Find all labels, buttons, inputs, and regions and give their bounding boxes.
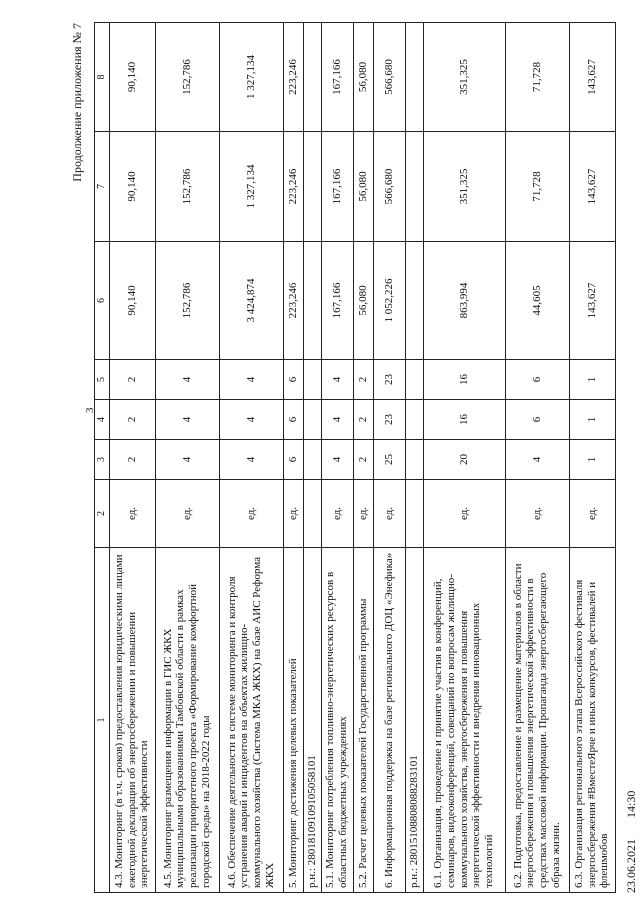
table-row: [321, 23, 353, 893]
value-cell: 71,728: [505, 23, 569, 132]
row-name: 5. Мониторинг достижения целевых показателей: [283, 548, 303, 893]
table-row: [353, 23, 373, 893]
value-cell: 6: [283, 360, 303, 400]
value-cell: 6: [283, 440, 303, 480]
row-name: 5.1. Мониторинг потребления топливно-энергетических ресурсов в областных бюджетных учреждениях: [321, 548, 353, 893]
table-row: [219, 23, 283, 893]
value-cell: [405, 360, 423, 400]
value-cell: 4: [321, 400, 353, 440]
row-name: 6.2. Подготовка, предоставление и размещение материалов в области энергосбережения и повышения энергетической эффективности в средствах массовой информации. Пропаганда энергосберегающего образа жизни.: [505, 548, 569, 893]
unit-cell: ед.: [219, 480, 283, 548]
unit-cell: [303, 480, 321, 548]
value-cell: 56,080: [353, 242, 373, 360]
value-cell: 1: [569, 440, 615, 480]
unit-cell: ед.: [423, 480, 505, 548]
row-name: 6. Информационная поддержка на базе регионального ДОЦ «Энефика»: [373, 548, 405, 893]
value-cell: [303, 242, 321, 360]
unit-cell: [405, 480, 423, 548]
value-cell: [303, 360, 321, 400]
value-cell: 223,246: [283, 242, 303, 360]
account-number: р.н.: 28018109109105058101: [303, 548, 321, 893]
column-header: 1: [95, 548, 110, 893]
value-cell: 223,246: [283, 132, 303, 242]
row-name: 6.3. Организация регионального этапа Всероссийского фестиваля энергосбережения #ВместеЯрче и иных конкурсов, фестивалей и флешмобов: [569, 548, 615, 893]
value-cell: 152,786: [155, 23, 219, 132]
table-row: [423, 23, 505, 893]
unit-cell: ед.: [321, 480, 353, 548]
value-cell: 2: [353, 400, 373, 440]
unit-cell: ед.: [505, 480, 569, 548]
data-table: [94, 22, 616, 893]
value-cell: 90,140: [109, 23, 155, 132]
value-cell: 167,166: [321, 23, 353, 132]
value-cell: [405, 242, 423, 360]
unit-cell: ед.: [155, 480, 219, 548]
column-header: 4: [95, 400, 110, 440]
value-cell: 566,680: [373, 23, 405, 132]
value-cell: 1: [569, 360, 615, 400]
unit-cell: ед.: [109, 480, 155, 548]
value-cell: 56,080: [353, 132, 373, 242]
table-row: [155, 23, 219, 893]
value-cell: 90,140: [109, 242, 155, 360]
value-cell: 20: [423, 440, 505, 480]
value-cell: 6: [505, 400, 569, 440]
value-cell: 16: [423, 360, 505, 400]
value-cell: [405, 440, 423, 480]
unit-cell: ед.: [373, 480, 405, 548]
column-number-row: [95, 23, 110, 893]
value-cell: 223,246: [283, 23, 303, 132]
appendix-continuation-note: Продолжение приложения № 7: [70, 23, 84, 182]
value-cell: 4: [155, 440, 219, 480]
print-timestamp: [624, 773, 639, 893]
print-date: 23.06.2021: [624, 839, 638, 893]
unit-cell: ед.: [353, 480, 373, 548]
value-cell: 6: [505, 360, 569, 400]
page-number: 3: [84, 407, 96, 413]
unit-cell: ед.: [569, 480, 615, 548]
value-cell: 3 424,874: [219, 242, 283, 360]
value-cell: 4: [219, 440, 283, 480]
value-cell: 23: [373, 360, 405, 400]
column-header: 2: [95, 480, 110, 548]
value-cell: 143,627: [569, 132, 615, 242]
row-name: 4.5. Мониторинг размещения информации в ГИС ЖКХ муниципальными образованиями Тамбовской области в рамках реализации приоритетного проекта «Формирование комфортной городской среды» на 2018-2022 годы: [155, 548, 219, 893]
value-cell: [303, 440, 321, 480]
value-cell: 1 052,226: [373, 242, 405, 360]
value-cell: 2: [109, 360, 155, 400]
value-cell: 4: [155, 360, 219, 400]
value-cell: 167,166: [321, 132, 353, 242]
row-name: 4.6. Обеспечение деятельности в системе мониторинга и контроля устранения аварий и инцидентов на объектах жилищно-коммунального хозяйства (Система МКА ЖКХ) на базе АИС Реформа ЖКХ: [219, 548, 283, 893]
value-cell: 71,728: [505, 132, 569, 242]
value-cell: [405, 400, 423, 440]
table-row: [373, 23, 405, 893]
value-cell: 4: [219, 360, 283, 400]
column-header: 3: [95, 440, 110, 480]
value-cell: 2: [353, 440, 373, 480]
value-cell: 1 327,134: [219, 132, 283, 242]
value-cell: 44,605: [505, 242, 569, 360]
value-cell: [405, 23, 423, 132]
unit-cell: ед.: [283, 480, 303, 548]
value-cell: 1: [569, 400, 615, 440]
table-row: [303, 23, 321, 893]
column-header: 8: [95, 23, 110, 132]
value-cell: 4: [321, 360, 353, 400]
value-cell: 351,325: [423, 23, 505, 132]
value-cell: 6: [283, 400, 303, 440]
row-name: 4.3. Мониторинг (в т.ч. сроков) предоставления юридическими лицами ежегодной декларации об энергосбережении и повышении энергетической эффективности: [109, 548, 155, 893]
row-name: 5.2. Расчет целевых показателей Государственной программы: [353, 548, 373, 893]
value-cell: 167,166: [321, 242, 353, 360]
column-header: 5: [95, 360, 110, 400]
account-number: р.н.: 28015108808088283101: [405, 548, 423, 893]
value-cell: 4: [505, 440, 569, 480]
column-header: 6: [95, 242, 110, 360]
value-cell: [303, 132, 321, 242]
rotated-document-page: [64, 3, 640, 903]
value-cell: 4: [321, 440, 353, 480]
value-cell: 23: [373, 400, 405, 440]
value-cell: 56,080: [353, 23, 373, 132]
table-row: [405, 23, 423, 893]
value-cell: [303, 23, 321, 132]
value-cell: 16: [423, 400, 505, 440]
table-row: [283, 23, 303, 893]
value-cell: 566,680: [373, 132, 405, 242]
value-cell: 25: [373, 440, 405, 480]
value-cell: 4: [219, 400, 283, 440]
value-cell: 2: [109, 440, 155, 480]
table-row: [569, 23, 615, 893]
value-cell: 351,325: [423, 132, 505, 242]
value-cell: 152,786: [155, 242, 219, 360]
table-row: [109, 23, 155, 893]
value-cell: 4: [155, 400, 219, 440]
value-cell: 2: [353, 360, 373, 400]
column-header: 7: [95, 132, 110, 242]
value-cell: [303, 400, 321, 440]
table-row: [505, 23, 569, 893]
value-cell: 143,627: [569, 23, 615, 132]
value-cell: 143,627: [569, 242, 615, 360]
value-cell: 2: [109, 400, 155, 440]
value-cell: 90,140: [109, 132, 155, 242]
value-cell: 1 327,134: [219, 23, 283, 132]
value-cell: 152,786: [155, 132, 219, 242]
row-name: 6.1. Организация, проведение и принятие участия в конференций, семинаров, видеоконференций, совещаний по вопросам жилищно-коммунального хозяйства, энергосбережения и повышения энергетической эффективности и внедрения инновационных технологий: [423, 548, 505, 893]
value-cell: 863,994: [423, 242, 505, 360]
value-cell: [405, 132, 423, 242]
print-time: 14:30: [624, 790, 638, 818]
